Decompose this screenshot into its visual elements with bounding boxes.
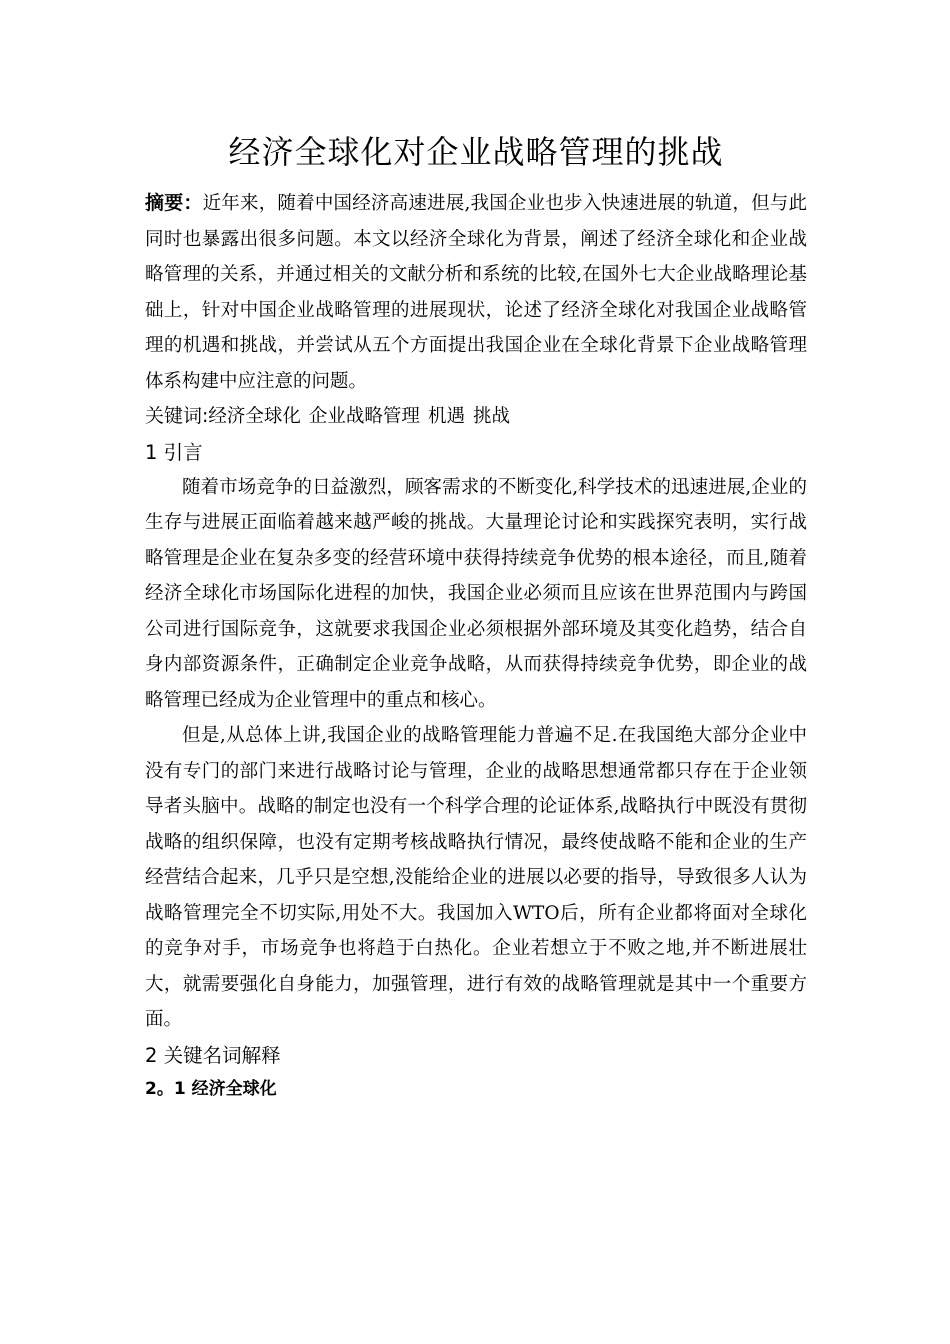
document-page	[145, 128, 807, 1106]
abstract-text: 近年来，随着中国经济高速进展,我国企业也步入快速进展的轨道，但与此同时也暴露出很多问题。本文以经济全球化为背景，阐述了经济全球化和企业战略管理的关系，并通过相关的文献分析和系统的比较,在国外七大企业战略理论基础上，针对中国企业战略管理的进展现状，论述了经济全球化对我国企业战略管理的机遇和挑战，并尝试从五个方面提出我国企业在全球化背景下企业战略管理体系构建中应注意的问题。	[145, 193, 807, 392]
section-1-heading: 1 引言	[145, 440, 203, 464]
abstract	[145, 186, 807, 399]
keyword: 经济全球化	[208, 406, 301, 427]
section-1-paragraph: 但是,从总体上讲,我国企业的战略管理能力普遍不足.在我国绝大部分企业中没有专门的部门来进行战略讨论与管理，企业的战略思想通常都只存在于企业领导者头脑中。战略的制定也没有一个科学合理的论证体系,战略执行中既没有贯彻战略的组织保障，也没有定期考核战略执行情况，最终使战略不能和企业的生产经营结合起来，几乎只是空想,没能给企业的进展以必要的指导，导致很多人认为战略管理完全不切实际,用处不大。我国加入WTO后，所有企业都将面对全球化的竞争对手，市场竞争也将趋于白热化。企业若想立于不败之地,并不断进展壮大，就需要强化自身能力，加强管理，进行有效的战略管理就是其中一个重要方面。	[145, 725, 807, 1030]
keyword: 企业战略管理	[308, 406, 420, 427]
keyword: 机遇	[427, 406, 465, 427]
document-title: 经济全球化对企业战略管理的挑战	[228, 133, 724, 171]
section-2-heading: 2 关键名词解释	[145, 1043, 281, 1067]
section-2-1-heading: 2。1 经济全球化	[145, 1078, 277, 1099]
keywords	[145, 399, 807, 435]
keyword: 挑战	[472, 406, 510, 427]
keywords-label: 关键词:	[145, 405, 209, 427]
abstract-label: 摘要：	[145, 192, 203, 214]
section-1-paragraph: 随着市场竞争的日益激烈，顾客需求的不断变化,科学技术的迅速进展,企业的生存与进展正面临着越来越严峻的挑战。大量理论讨论和实践探究表明，实行战略管理是企业在复杂多变的经营环境中获得持续竞争优势的根本途径，而且,随着经济全球化市场国际化进程的加快，我国企业必须而且应该在世界范围内与跨国公司进行国际竞争，这就要求我国企业必须根据外部环境及其变化趋势，结合自身内部资源条件，正确制定企业竞争战略，从而获得持续竞争优势，即企业的战略管理已经成为企业管理中的重点和核心。	[145, 476, 807, 711]
